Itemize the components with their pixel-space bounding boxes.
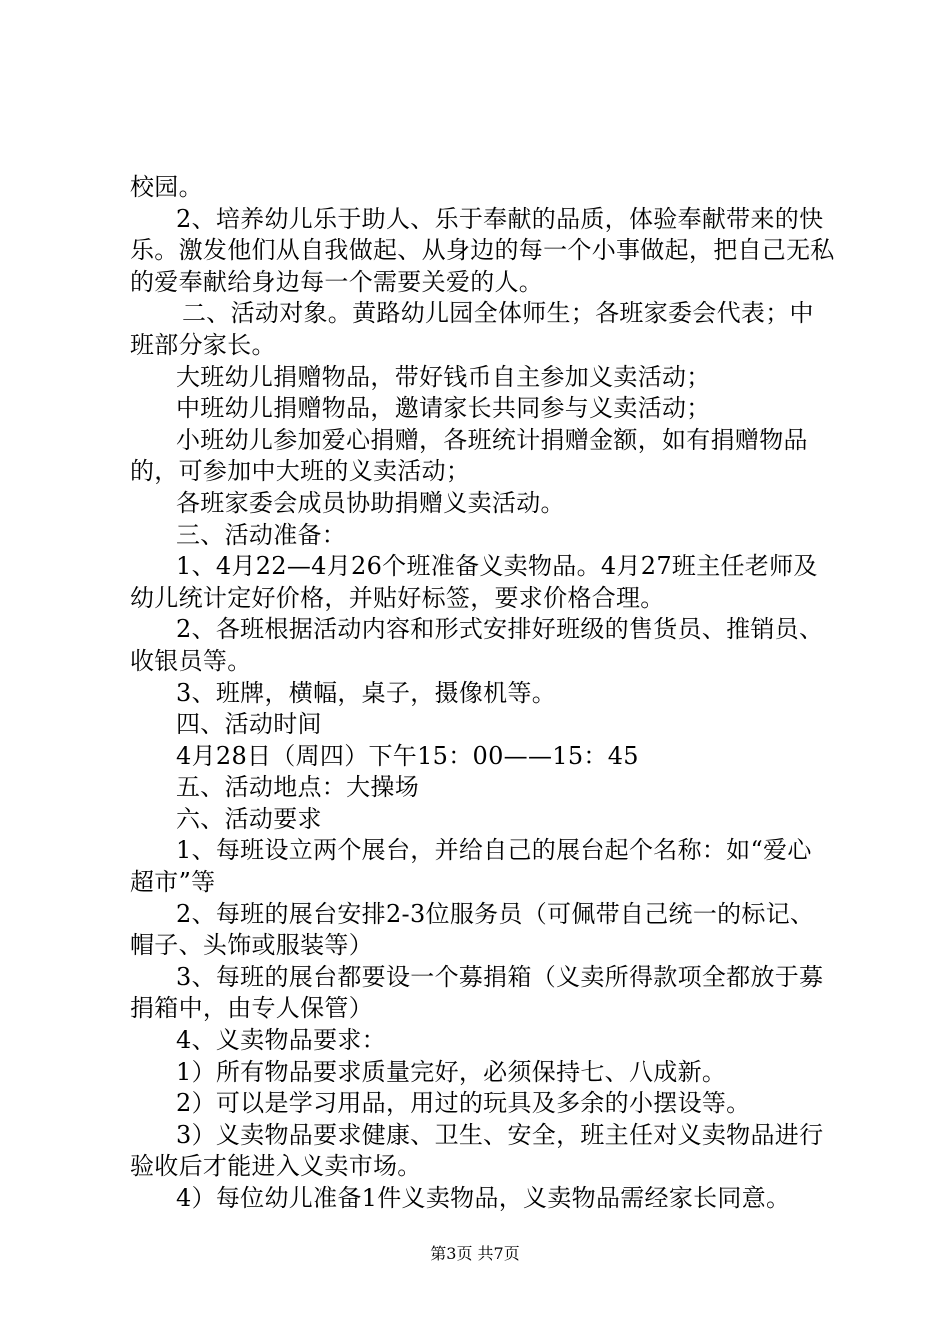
body-paragraph: 1）所有物品要求质量完好，必须保持七、八成新。 (176, 1057, 727, 1086)
body-paragraph: 3）义卖物品要求健康、卫生、安全，班主任对义卖物品进行验收后才能进入义卖市场。 (130, 1120, 824, 1181)
body-paragraph: 2）可以是学习用品，用过的玩具及多余的小摆设等。 (176, 1089, 751, 1118)
body-paragraph: 各班家委会成员协助捐赠义卖活动。 (176, 488, 565, 517)
body-paragraph: 4）每位幼儿准备1件义卖物品，义卖物品需经家长同意。 (176, 1184, 791, 1212)
body-paragraph: 2、每班的展台安排2-3位服务员（可佩带自己统一的标记、帽子、头饰或服装等） (130, 899, 815, 960)
body-paragraph: 四、活动时间 (176, 710, 322, 739)
body-paragraph: 1、每班设立两个展台，并给自己的展台起个名称：如“爱心超市”等 (130, 836, 812, 897)
body-paragraph: 六、活动要求 (176, 804, 322, 833)
page-footer: 第3页 共7页 (430, 1244, 520, 1263)
document-body (130, 172, 835, 1215)
body-paragraph: 二、活动对象。黄路幼儿园全体师生；各班家委会代表；中班部分家长。 (130, 299, 814, 359)
body-paragraph: 1、4月22—4月26个班准备义卖物品。4月27班主任老师及幼儿统计定好价格，并贴好标签，要求价格合理。 (130, 552, 818, 612)
body-paragraph: 大班幼儿捐赠物品，带好钱币自主参加义卖活动； (176, 362, 711, 391)
body-paragraph: 2、各班根据活动内容和形式安排好班级的售货员、推销员、收银员等。 (130, 615, 824, 675)
body-paragraph: 三、活动准备： (176, 520, 347, 549)
body-paragraph: 3、班牌，横幅，桌子，摄像机等。 (176, 678, 557, 707)
body-paragraph: 中班幼儿捐赠物品，邀请家长共同参与义卖活动； (176, 394, 711, 423)
body-paragraph: 校园。 (130, 173, 203, 201)
body-paragraph: 五、活动地点：大操场 (176, 773, 419, 802)
body-paragraph: 小班幼儿参加爱心捐赠，各班统计捐赠金额，如有捐赠物品的，可参加中大班的义卖活动； (130, 425, 808, 486)
body-paragraph: 3、每班的展台都要设一个募捐箱（义卖所得款项全都放于募捐箱中，由专人保管） (130, 962, 824, 1023)
body-paragraph: 4、义卖物品要求： (176, 1026, 386, 1055)
body-paragraph: 2、培养幼儿乐于助人、乐于奉献的品质，体验奉献带来的快乐。激发他们从自我做起、从身边的每一个小事做起，把自己无私的爱奉献给身边每一个需要关爱的人。 (130, 204, 835, 296)
body-paragraph: 4月28日（周四）下午15：00——15：45 (176, 741, 639, 770)
